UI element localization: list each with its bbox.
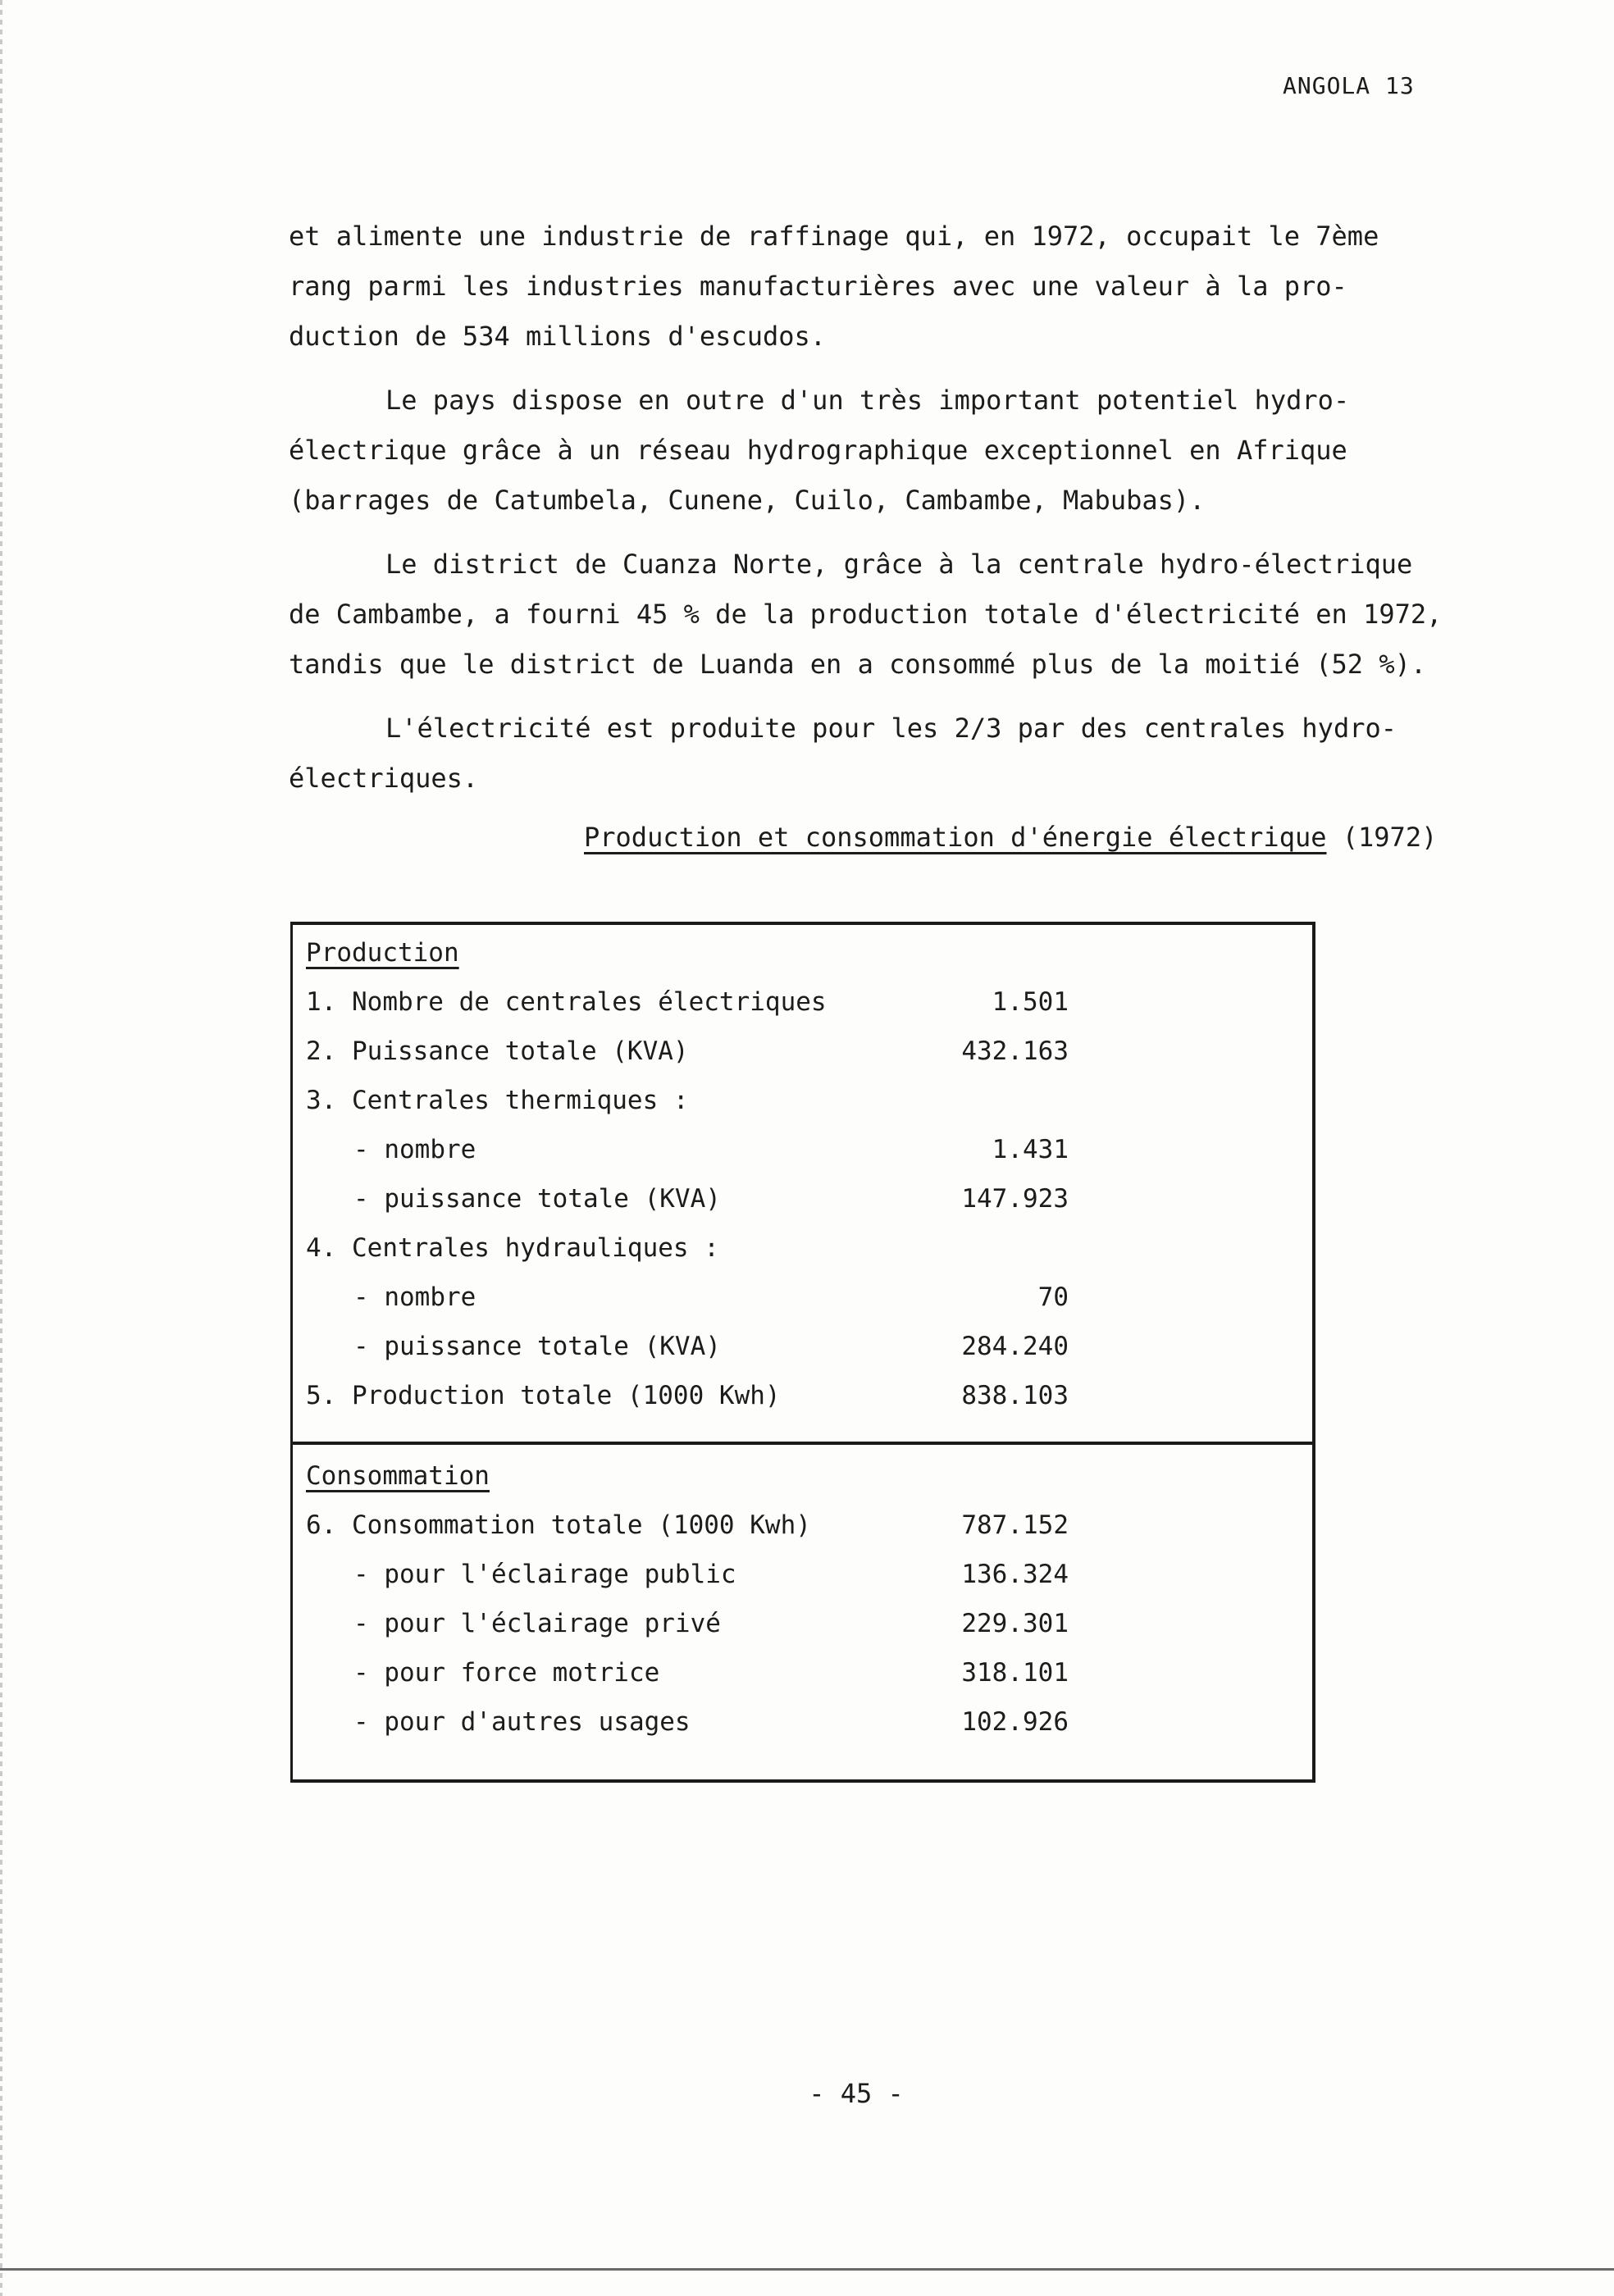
row-label: 5. Production totale (1000 Kwh) <box>306 1381 781 1410</box>
row-label: - pour l'éclairage public <box>353 1560 736 1589</box>
row-value: 432.163 <box>961 1036 1069 1066</box>
energy-table <box>290 922 1315 1783</box>
row-label: 2. Puissance totale (KVA) <box>306 1036 689 1066</box>
table-caption-year: (1972) <box>1342 822 1438 853</box>
row-value: 70 <box>1037 1282 1069 1312</box>
row-label: - nombre <box>353 1282 476 1312</box>
row-label: 3. Centrales thermiques : <box>306 1086 689 1115</box>
paragraph-4: L'électricité est produite pour les 2/3 par des centrales hydro- électriques. <box>289 713 1397 794</box>
table-row <box>306 1510 1290 1556</box>
scan-edge-mark <box>0 0 2 2296</box>
row-value: 229.301 <box>961 1609 1069 1638</box>
table-row <box>306 987 1290 1033</box>
row-label: - pour l'éclairage privé <box>353 1609 721 1638</box>
paragraph-2: Le pays dispose en outre d'un très important potentiel hydro- électrique grâce à un réseau hydrographique exceptionnel en Afrique (barrages de Catumbela, Cunene, Cuilo, Cambambe, Mabubas). <box>289 385 1350 516</box>
production-title: Production <box>306 938 459 968</box>
row-value: 318.101 <box>961 1658 1069 1688</box>
row-label: - puissance totale (KVA) <box>353 1332 721 1361</box>
table-caption-title: Production et consommation d'énergie électrique <box>584 822 1327 853</box>
page-header-reference: ANGOLA 13 <box>1283 72 1415 99</box>
row-value: 838.103 <box>961 1381 1069 1410</box>
row-value: 102.926 <box>961 1707 1069 1737</box>
consumption-section <box>293 1445 1312 1781</box>
row-value: 1.501 <box>992 987 1069 1017</box>
table-row <box>306 1658 1290 1704</box>
table-row <box>306 1135 1290 1181</box>
table-row <box>306 1233 1290 1279</box>
table-row <box>306 1184 1290 1230</box>
row-value: 136.324 <box>961 1560 1069 1589</box>
table-row <box>306 1332 1290 1378</box>
paragraph-1: et alimente une industrie de raffinage qui, en 1972, occupait le 7ème rang parmi les industries manufacturières avec une valeur à la pro- duction de 534 millions d'escudos. <box>289 221 1379 352</box>
table-row <box>306 1381 1290 1427</box>
table-row <box>306 1282 1290 1328</box>
row-label: - pour d'autres usages <box>353 1707 691 1737</box>
table-caption <box>584 822 1437 853</box>
table-row <box>306 1036 1290 1082</box>
row-label: 6. Consommation totale (1000 Kwh) <box>306 1510 811 1540</box>
row-value: 1.431 <box>992 1135 1069 1164</box>
table-row <box>306 1707 1290 1753</box>
row-value: 787.152 <box>961 1510 1069 1540</box>
row-label: 4. Centrales hydrauliques : <box>306 1233 719 1263</box>
page-number: - 45 - <box>809 2078 904 2109</box>
body-text <box>289 212 1486 818</box>
row-label: - pour force motrice <box>353 1658 660 1688</box>
table-row <box>306 1609 1290 1655</box>
table-row <box>306 1086 1290 1132</box>
row-label: 1. Nombre de centrales électriques <box>306 987 827 1017</box>
consumption-title: Consommation <box>306 1461 490 1491</box>
row-label: - puissance totale (KVA) <box>353 1184 721 1214</box>
paragraph-3: Le district de Cuanza Norte, grâce à la centrale hydro-électrique de Cambambe, a fourni 45 % de la production totale d'électricité en 1972, tandis que le district de Luanda en a consommé plus de la moitié (52 %). <box>289 549 1443 680</box>
production-section <box>293 925 1312 1445</box>
row-value: 284.240 <box>961 1332 1069 1361</box>
bottom-rule <box>0 2268 1614 2271</box>
row-value: 147.923 <box>961 1184 1069 1214</box>
table-row <box>306 1560 1290 1606</box>
row-label: - nombre <box>353 1135 476 1164</box>
